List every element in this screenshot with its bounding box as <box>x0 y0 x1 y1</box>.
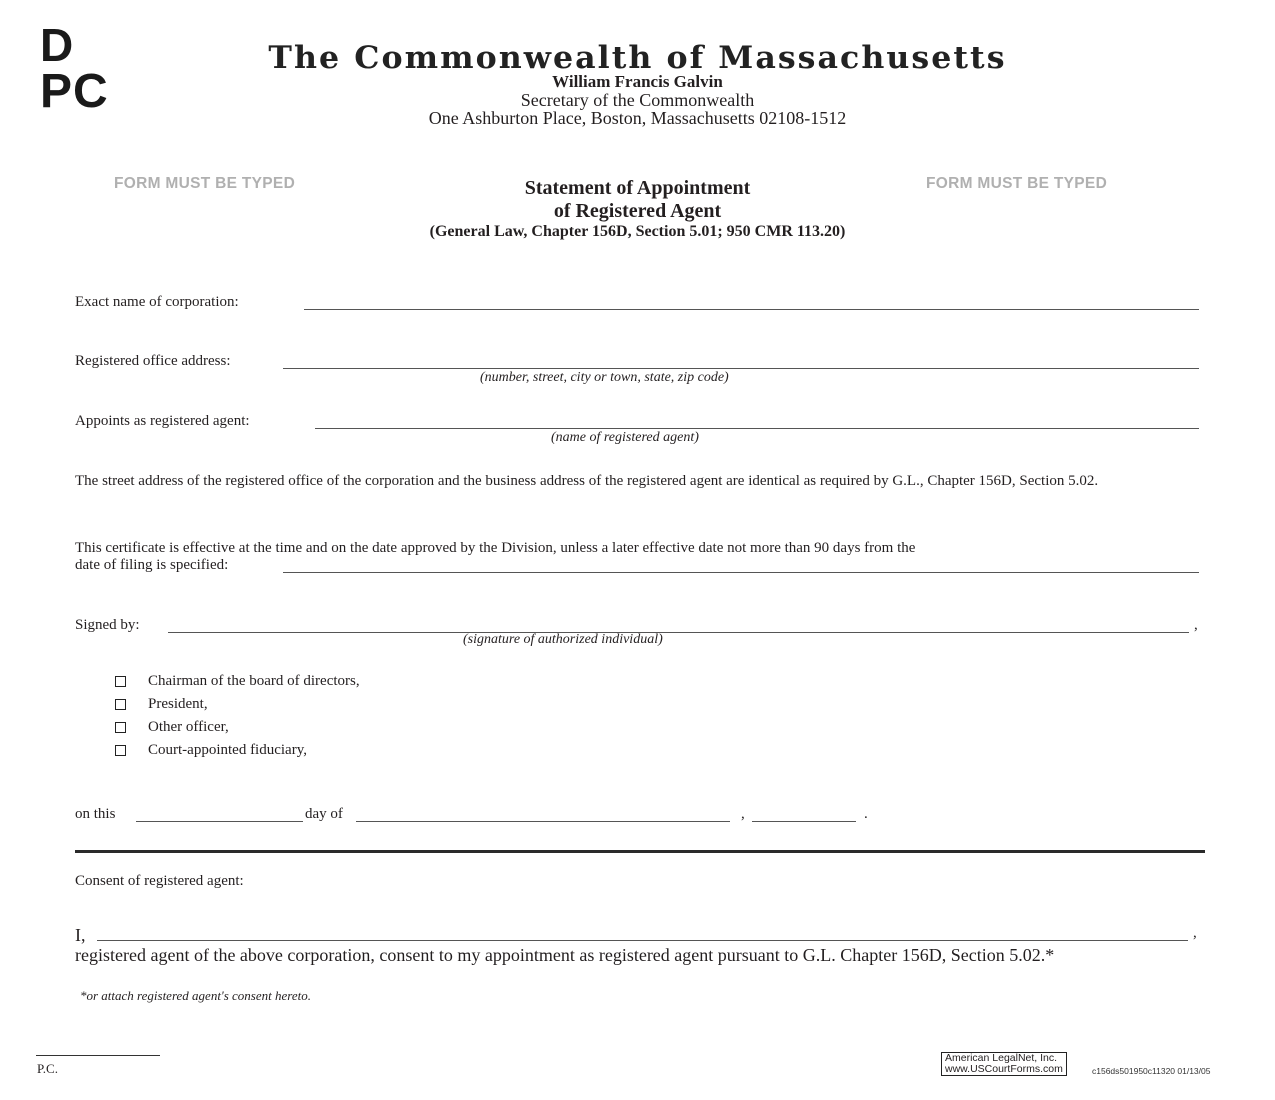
effective-date-statement: This certificate is effective at the time and on the date approved by the Division, unless a later effective date not more than 90 days from the <box>75 540 916 556</box>
day-field[interactable] <box>136 821 303 822</box>
signature-hint: (signature of authorized individual) <box>463 632 663 647</box>
checkbox[interactable] <box>115 745 126 756</box>
office-address-label: Registered office address: <box>75 353 231 369</box>
form-code: c156ds501950c11320 01/13/05 <box>1092 1066 1211 1076</box>
consent-footnote: *or attach registered agent's consent hereto. <box>80 988 311 1003</box>
capacity-option-president[interactable] <box>115 694 208 714</box>
secretary-office: Secretary of the Commonwealth <box>520 90 755 110</box>
office-address: One Ashburton Place, Boston, Massachusetts 02108-1512 <box>428 108 847 128</box>
capacity-option-chairman[interactable] <box>115 671 360 691</box>
capacity-option-fiduciary[interactable] <box>115 740 307 760</box>
consent-statement: registered agent of the above corporation, consent to my appointment as registered agent pursuant to G.L. Chapter 156D, Section 5.02.* <box>75 945 1055 965</box>
signature-comma: , <box>1194 617 1198 633</box>
form-title-line1: Statement of Appointment <box>524 177 751 199</box>
year-field[interactable] <box>752 821 856 822</box>
form-must-be-typed-right: FORM MUST BE TYPED <box>926 175 1108 192</box>
signed-by-label: Signed by: <box>75 617 140 633</box>
dpc-logo-pc: PC <box>40 65 109 118</box>
secretary-name: William Francis Galvin <box>552 72 723 91</box>
consent-heading: Consent of registered agent: <box>75 873 244 889</box>
agent-name-label: Appoints as registered agent: <box>75 413 250 429</box>
form-must-be-typed-left: FORM MUST BE TYPED <box>114 175 296 192</box>
consent-prefix: I, <box>75 925 86 945</box>
corporation-name-field[interactable] <box>304 309 1199 310</box>
effective-date-label: date of filing is specified: <box>75 557 229 573</box>
pc-label: P.C. <box>37 1061 58 1076</box>
agent-name-field[interactable] <box>315 428 1199 429</box>
form-title-line2: of Registered Agent <box>553 200 722 222</box>
date-prefix: on this <box>75 806 116 822</box>
date-comma: , <box>741 806 745 822</box>
day-of-label: day of <box>305 806 343 822</box>
capacity-option-label: Court-appointed fiduciary, <box>148 741 307 758</box>
identical-address-statement: The street address of the registered office of the corporation and the business address of the registered agent are identical as required by G.L., Chapter 156D, Section 5.02. <box>75 473 1099 489</box>
dpc-logo-d: D <box>40 19 74 71</box>
consent-agent-name-field[interactable] <box>97 940 1188 941</box>
form-citation: (General Law, Chapter 156D, Section 5.01; 950 CMR 113.20) <box>429 223 846 240</box>
date-period: . <box>864 806 868 822</box>
capacity-option-label: President, <box>148 695 208 712</box>
capacity-option-label: Other officer, <box>148 718 229 735</box>
publisher-box <box>941 1052 1067 1076</box>
section-divider <box>75 850 1205 853</box>
signature-field[interactable] <box>168 632 1189 633</box>
checkbox[interactable] <box>115 699 126 710</box>
effective-date-field[interactable] <box>283 572 1199 573</box>
month-field[interactable] <box>356 821 730 822</box>
office-address-hint: (number, street, city or town, state, zip code) <box>480 370 729 385</box>
capacity-option-other-officer[interactable] <box>115 717 229 737</box>
publisher-name: American LegalNet, Inc. <box>945 1052 1058 1064</box>
agent-name-hint: (name of registered agent) <box>551 430 699 445</box>
commonwealth-title: The Commonwealth of Massachusetts <box>268 40 1007 76</box>
capacity-option-label: Chairman of the board of directors, <box>148 672 360 689</box>
checkbox[interactable] <box>115 722 126 733</box>
office-address-field[interactable] <box>283 368 1199 369</box>
pc-signature-line <box>36 1055 160 1056</box>
consent-comma: , <box>1193 925 1197 941</box>
corporation-name-label: Exact name of corporation: <box>75 294 239 310</box>
checkbox[interactable] <box>115 676 126 687</box>
publisher-url: www.USCourtForms.com <box>945 1063 1063 1075</box>
